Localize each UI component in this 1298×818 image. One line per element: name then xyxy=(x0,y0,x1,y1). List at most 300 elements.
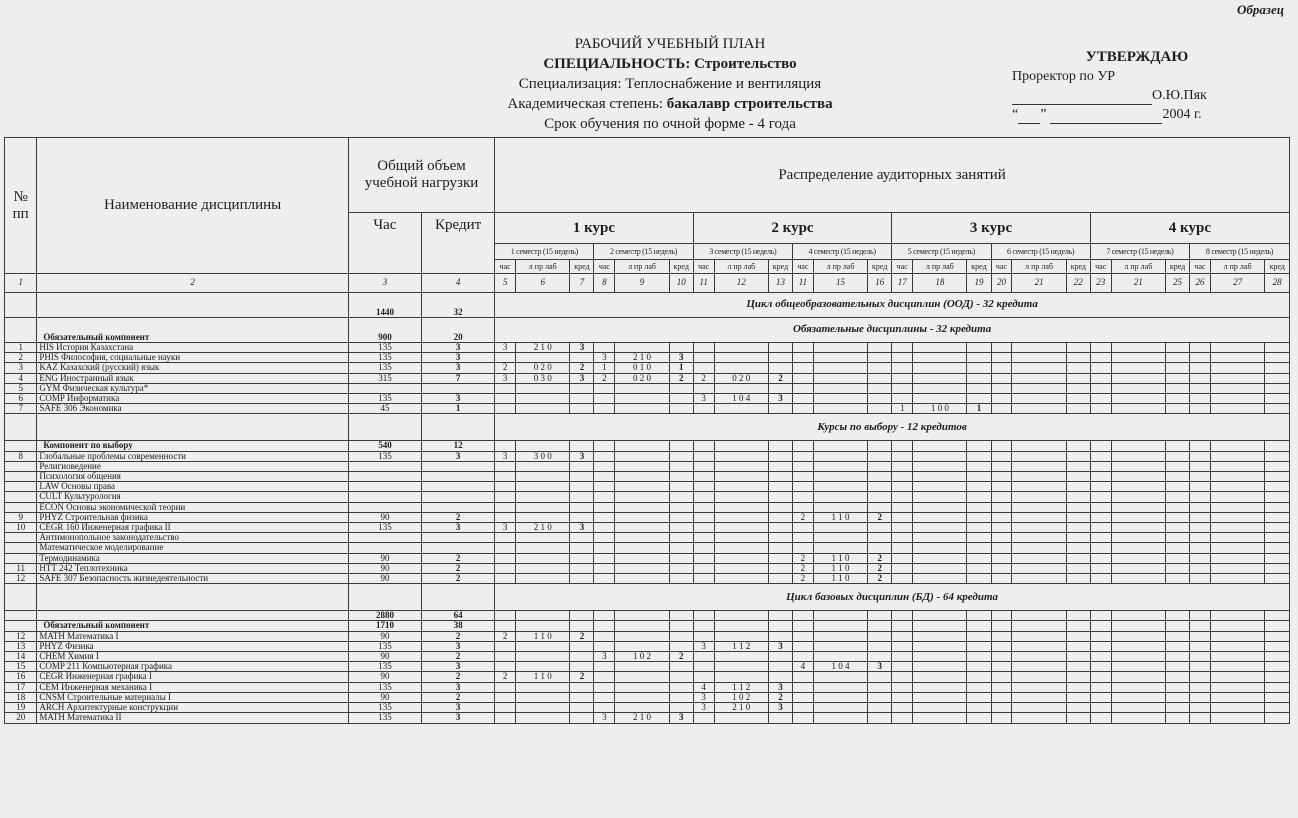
semester-hours xyxy=(1190,512,1211,522)
semester-breakdown xyxy=(913,672,967,682)
semester-credit xyxy=(1066,451,1090,461)
semester-credit xyxy=(570,574,594,584)
semester-hours xyxy=(693,461,714,471)
semester-breakdown xyxy=(913,394,967,404)
subcolumn-header: кред xyxy=(1265,260,1290,274)
semester-hours xyxy=(1190,533,1211,543)
semester-breakdown xyxy=(1210,672,1264,682)
duration-line: Срок обучения по очной форме - 4 года xyxy=(544,116,796,132)
semester-credit xyxy=(1066,574,1090,584)
semester-credit xyxy=(1166,553,1190,563)
semester-credit xyxy=(967,631,991,641)
semester-breakdown xyxy=(615,404,669,414)
semester-breakdown xyxy=(615,533,669,543)
hours-cell: 135 xyxy=(348,713,421,723)
semester-credit xyxy=(868,383,892,393)
empty-cell xyxy=(892,611,913,621)
subcolumn-header: л пр лаб xyxy=(615,260,669,274)
semester-3-header: 3 семестр (15 недель) xyxy=(693,244,792,260)
title-line: РАБОЧИЙ УЧЕБНЫЙ ПЛАН xyxy=(574,36,766,52)
semester-breakdown: 1 0 2 xyxy=(615,652,669,662)
number-cell xyxy=(5,584,37,611)
semester-credit xyxy=(1166,641,1190,651)
semester-credit xyxy=(1066,353,1090,363)
bd-cycle-row xyxy=(5,584,1290,611)
semester-breakdown xyxy=(913,373,967,383)
semester-credit xyxy=(1166,682,1190,692)
hours-cell: 135 xyxy=(348,523,421,533)
credit-cell xyxy=(422,502,495,512)
subcolumn-header: л пр лаб xyxy=(714,260,768,274)
column-index-cell: 28 xyxy=(1265,274,1290,293)
semester-hours xyxy=(1190,553,1211,563)
discipline-name: PHYZ Физика xyxy=(37,641,348,651)
semester-hours xyxy=(991,472,1012,482)
semester-credit xyxy=(1066,631,1090,641)
hours-cell: 90 xyxy=(348,692,421,702)
semester-hours: 3 xyxy=(495,523,516,533)
semester-breakdown xyxy=(516,692,570,702)
semester-hours xyxy=(991,672,1012,682)
semester-breakdown xyxy=(1210,563,1264,573)
subcolumn-header: л пр лаб xyxy=(1111,260,1165,274)
semester-hours xyxy=(495,512,516,522)
semester-breakdown xyxy=(615,502,669,512)
semester-credit xyxy=(967,662,991,672)
semester-breakdown xyxy=(1210,692,1264,702)
semester-breakdown xyxy=(714,492,768,502)
semester-breakdown: 2 1 0 xyxy=(516,343,570,353)
credit-cell xyxy=(422,543,495,553)
semester-breakdown xyxy=(813,383,867,393)
semester-credit xyxy=(868,502,892,512)
semester-breakdown xyxy=(913,682,967,692)
semester-breakdown xyxy=(516,492,570,502)
semester-breakdown xyxy=(913,574,967,584)
semester-hours xyxy=(1090,563,1111,573)
semester-breakdown xyxy=(615,394,669,404)
semester-hours: 3 xyxy=(693,703,714,713)
semester-breakdown: 1 0 0 xyxy=(913,404,967,414)
column-index-cell: 17 xyxy=(892,274,913,293)
semester-hours xyxy=(693,404,714,414)
semester-credit xyxy=(1166,343,1190,353)
semester-breakdown xyxy=(913,461,967,471)
semester-credit: 2 xyxy=(570,672,594,682)
semester-hours: 2 xyxy=(495,363,516,373)
semester-hours xyxy=(792,373,813,383)
semester-hours xyxy=(991,343,1012,353)
semester-credit xyxy=(570,652,594,662)
semester-breakdown xyxy=(913,563,967,573)
empty-cell xyxy=(594,621,615,631)
semester-hours xyxy=(1190,682,1211,692)
semester-breakdown xyxy=(913,353,967,363)
semester-hours xyxy=(792,652,813,662)
semester-hours xyxy=(1090,641,1111,651)
semester-hours: 3 xyxy=(693,692,714,702)
semester-breakdown: 1 1 2 xyxy=(714,641,768,651)
semester-breakdown xyxy=(1111,553,1165,563)
semester-breakdown xyxy=(913,482,967,492)
semester-hours xyxy=(495,703,516,713)
curriculum-table xyxy=(4,137,1290,724)
semester-credit xyxy=(1265,662,1290,672)
semester-breakdown xyxy=(813,353,867,363)
row-number: 13 xyxy=(5,641,37,651)
row-number xyxy=(5,543,37,553)
hours-cell: 90 xyxy=(348,512,421,522)
semester-breakdown xyxy=(1012,394,1066,404)
empty-cell xyxy=(570,441,594,451)
empty-cell xyxy=(792,621,813,631)
semester-breakdown xyxy=(913,363,967,373)
course-2-header: 2 курс xyxy=(693,213,892,244)
credit-cell xyxy=(422,414,495,441)
semester-credit xyxy=(669,533,693,543)
semester-breakdown xyxy=(1111,451,1165,461)
semester-breakdown xyxy=(615,451,669,461)
semester-hours xyxy=(1090,631,1111,641)
semester-breakdown xyxy=(913,662,967,672)
discipline-name: ARCH Архитектурные конструкции xyxy=(37,703,348,713)
hours-cell: 90 xyxy=(348,563,421,573)
discipline-name: CEM Инженерная механика I xyxy=(37,682,348,692)
semester-credit xyxy=(1265,523,1290,533)
semester-breakdown xyxy=(813,672,867,682)
semester-credit xyxy=(570,533,594,543)
semester-breakdown xyxy=(1210,533,1264,543)
semester-credit: 2 xyxy=(868,574,892,584)
column-index-cell: 12 xyxy=(714,274,768,293)
signature-line xyxy=(1012,86,1262,105)
semester-hours xyxy=(1190,574,1211,584)
discipline-name: CULT Культурология xyxy=(37,492,348,502)
discipline-row xyxy=(5,383,1290,393)
empty-cell xyxy=(868,611,892,621)
semester-credit xyxy=(570,563,594,573)
semester-breakdown xyxy=(714,553,768,563)
semester-hours xyxy=(1190,631,1211,641)
semester-credit xyxy=(1265,533,1290,543)
semester-credit xyxy=(868,543,892,553)
semester-credit xyxy=(669,574,693,584)
semester-credit xyxy=(868,713,892,723)
semester-credit xyxy=(768,404,792,414)
semester-credit xyxy=(669,451,693,461)
component-name: Обязательный компонент xyxy=(37,318,348,343)
empty-cell xyxy=(495,441,516,451)
semester-breakdown xyxy=(714,383,768,393)
empty-cell xyxy=(991,441,1012,451)
credit-cell: 2 xyxy=(422,631,495,641)
row-number xyxy=(5,553,37,563)
semester-breakdown xyxy=(813,692,867,702)
semester-breakdown xyxy=(1111,672,1165,682)
semester-breakdown xyxy=(1012,502,1066,512)
semester-hours xyxy=(892,373,913,383)
discipline-row xyxy=(5,404,1290,414)
semester-hours xyxy=(892,523,913,533)
semester-credit xyxy=(1166,652,1190,662)
semester-credit: 1 xyxy=(669,363,693,373)
semester-breakdown xyxy=(516,662,570,672)
semester-hours xyxy=(792,543,813,553)
credit-cell: 2 xyxy=(422,574,495,584)
semester-breakdown xyxy=(714,353,768,363)
row-number xyxy=(5,492,37,502)
empty-cell xyxy=(669,611,693,621)
semester-hours xyxy=(792,492,813,502)
semester-hours xyxy=(693,383,714,393)
semester-credit xyxy=(1265,543,1290,553)
semester-hours: 3 xyxy=(594,652,615,662)
semester-credit xyxy=(1166,472,1190,482)
semester-breakdown xyxy=(813,451,867,461)
empty-cell xyxy=(991,621,1012,631)
semester-breakdown: 1 1 0 xyxy=(813,512,867,522)
semester-hours xyxy=(792,363,813,373)
semester-credit xyxy=(669,703,693,713)
empty-cell xyxy=(1090,441,1111,451)
semester-hours xyxy=(792,343,813,353)
hours-cell xyxy=(348,543,421,553)
empty-cell xyxy=(1090,621,1111,631)
component-name xyxy=(37,611,348,621)
semester-credit xyxy=(1265,631,1290,641)
hours-cell xyxy=(348,584,421,611)
semester-hours xyxy=(495,383,516,393)
semester-credit xyxy=(1166,502,1190,512)
semester-hours xyxy=(594,482,615,492)
semester-breakdown xyxy=(1111,343,1165,353)
semester-credit xyxy=(570,641,594,651)
semester-credit xyxy=(669,682,693,692)
semester-credit xyxy=(967,682,991,692)
semester-hours xyxy=(594,472,615,482)
semester-hours xyxy=(1190,451,1211,461)
semester-breakdown xyxy=(1012,652,1066,662)
semester-hours xyxy=(892,353,913,363)
empty-cell xyxy=(1190,611,1211,621)
semester-breakdown xyxy=(714,631,768,641)
semester-breakdown xyxy=(1111,461,1165,471)
subcolumn-header: час xyxy=(991,260,1012,274)
semester-credit xyxy=(868,451,892,461)
semester-credit xyxy=(570,682,594,692)
credit-cell: 2 xyxy=(422,672,495,682)
semester-breakdown xyxy=(913,713,967,723)
hours-cell xyxy=(348,461,421,471)
semester-breakdown xyxy=(714,472,768,482)
component-name: Обязательный компонент xyxy=(37,621,348,631)
subcolumn-header: кред xyxy=(868,260,892,274)
semester-credit xyxy=(1066,543,1090,553)
semester-credit xyxy=(669,394,693,404)
discipline-name: Религиоведение xyxy=(37,461,348,471)
semester-breakdown xyxy=(714,652,768,662)
semester-credit xyxy=(967,482,991,492)
semester-breakdown xyxy=(516,703,570,713)
hours-cell xyxy=(348,502,421,512)
semester-breakdown xyxy=(516,512,570,522)
semester-hours xyxy=(792,394,813,404)
semester-6-header: 6 семестр (15 недель) xyxy=(991,244,1090,260)
semester-credit xyxy=(669,502,693,512)
hours-cell: 90 xyxy=(348,574,421,584)
column-index-cell: 21 xyxy=(1111,274,1165,293)
empty-cell xyxy=(868,441,892,451)
semester-credit xyxy=(868,461,892,471)
empty-cell xyxy=(813,621,867,631)
semester-hours xyxy=(1090,512,1111,522)
discipline-row xyxy=(5,533,1290,543)
discipline-row xyxy=(5,343,1290,353)
semester-breakdown xyxy=(1210,502,1264,512)
semester-breakdown xyxy=(1012,631,1066,641)
semester-breakdown xyxy=(1210,383,1264,393)
discipline-name: KAZ Казахский (русский) язык xyxy=(37,363,348,373)
approver-position: Проректор по УР xyxy=(1012,69,1116,84)
semester-breakdown xyxy=(1012,703,1066,713)
semester-credit xyxy=(1066,394,1090,404)
semester-hours xyxy=(495,692,516,702)
semester-hours xyxy=(1190,461,1211,471)
row-number xyxy=(5,482,37,492)
semester-hours xyxy=(792,482,813,492)
subcolumn-header: час xyxy=(594,260,615,274)
semester-hours xyxy=(693,563,714,573)
number-cell xyxy=(5,318,37,343)
semester-hours xyxy=(792,523,813,533)
semester-breakdown xyxy=(1111,652,1165,662)
column-index-cell: 15 xyxy=(813,274,867,293)
semester-credit xyxy=(768,482,792,492)
component-name xyxy=(37,293,348,318)
semester-hours: 3 xyxy=(693,394,714,404)
semester-breakdown xyxy=(516,713,570,723)
semester-credit xyxy=(1066,682,1090,692)
month-blank xyxy=(1050,110,1162,124)
semester-hours xyxy=(495,492,516,502)
semester-credit xyxy=(868,404,892,414)
row-number xyxy=(5,461,37,471)
semester-credit xyxy=(1066,672,1090,682)
discipline-row xyxy=(5,363,1290,373)
semester-credit xyxy=(868,492,892,502)
total-load-header: Общий объем учебной нагрузки xyxy=(348,138,494,213)
number-cell xyxy=(5,414,37,441)
semester-credit xyxy=(1166,543,1190,553)
semester-hours xyxy=(495,713,516,723)
semester-hours: 2 xyxy=(594,373,615,383)
empty-cell xyxy=(1111,441,1165,451)
semester-credit xyxy=(967,574,991,584)
semester-hours: 4 xyxy=(693,682,714,692)
semester-breakdown xyxy=(813,404,867,414)
empty-cell xyxy=(1265,611,1290,621)
semester-breakdown xyxy=(1111,472,1165,482)
row-number xyxy=(5,502,37,512)
semester-credit xyxy=(1066,713,1090,723)
semester-hours xyxy=(892,563,913,573)
semester-credit xyxy=(868,472,892,482)
semester-breakdown: 1 1 0 xyxy=(813,563,867,573)
empty-cell xyxy=(1210,441,1264,451)
course-4-header: 4 курс xyxy=(1090,213,1289,244)
row-number: 15 xyxy=(5,662,37,672)
semester-credit xyxy=(1166,482,1190,492)
semester-breakdown xyxy=(813,502,867,512)
hours-cell: 1710 xyxy=(348,621,421,631)
credit-cell xyxy=(422,492,495,502)
semester-hours xyxy=(1190,363,1211,373)
empty-cell xyxy=(1166,441,1190,451)
discipline-name: Психология общения xyxy=(37,472,348,482)
day-blank xyxy=(1018,110,1040,124)
semester-credit xyxy=(1166,523,1190,533)
empty-cell xyxy=(669,441,693,451)
semester-hours xyxy=(594,574,615,584)
semester-credit: 1 xyxy=(967,404,991,414)
cycle-label: Цикл общеобразовательных дисциплин (ООД) - 32 кредита xyxy=(495,293,1290,318)
semester-breakdown xyxy=(714,343,768,353)
semester-breakdown: 0 2 0 xyxy=(516,363,570,373)
semester-breakdown xyxy=(813,482,867,492)
semester-hours xyxy=(792,631,813,641)
semester-hours xyxy=(495,533,516,543)
semester-credit xyxy=(1066,404,1090,414)
discipline-row xyxy=(5,492,1290,502)
semester-credit xyxy=(1166,574,1190,584)
discipline-row xyxy=(5,641,1290,651)
semester-breakdown xyxy=(1210,631,1264,641)
empty-cell xyxy=(495,621,516,631)
semester-hours xyxy=(1090,703,1111,713)
semester-credit xyxy=(768,363,792,373)
semester-credit xyxy=(768,523,792,533)
discipline-name: ECON Основы экономической теории xyxy=(37,502,348,512)
semester-credit xyxy=(1265,563,1290,573)
semester-hours xyxy=(991,512,1012,522)
semester-credit xyxy=(669,543,693,553)
discipline-name: CEGR Инженерная графика I xyxy=(37,672,348,682)
semester-credit xyxy=(669,672,693,682)
semester-breakdown: 1 0 2 xyxy=(714,692,768,702)
discipline-row xyxy=(5,662,1290,672)
column-index-cell: 11 xyxy=(693,274,714,293)
row-number: 12 xyxy=(5,631,37,641)
number-header: № пп xyxy=(5,138,37,274)
semester-breakdown xyxy=(615,703,669,713)
semester-credit xyxy=(1066,662,1090,672)
discipline-row xyxy=(5,502,1290,512)
semester-credit xyxy=(570,394,594,404)
semester-breakdown xyxy=(1012,662,1066,672)
component-name: Компонент по выбору xyxy=(37,441,348,451)
semester-breakdown xyxy=(1012,672,1066,682)
semester-credit xyxy=(669,383,693,393)
semester-credit xyxy=(768,451,792,461)
semester-credit xyxy=(1166,394,1190,404)
semester-breakdown xyxy=(1210,652,1264,662)
semester-credit xyxy=(1265,492,1290,502)
hours-cell: 135 xyxy=(348,682,421,692)
specialty-value: Строительство xyxy=(694,56,797,72)
semester-breakdown xyxy=(1210,662,1264,672)
semester-credit xyxy=(768,383,792,393)
semester-breakdown: 0 3 0 xyxy=(516,373,570,383)
